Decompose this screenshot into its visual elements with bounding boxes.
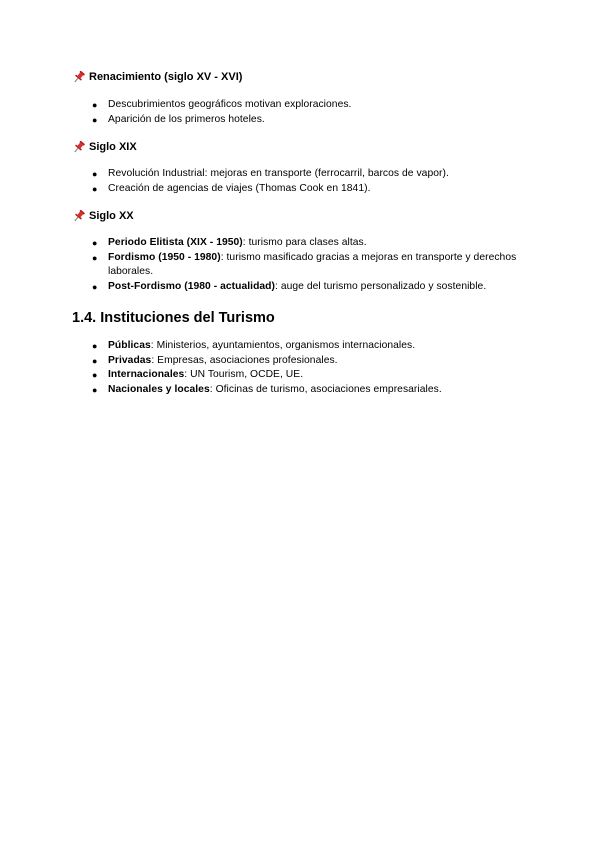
item-label: Periodo Elitista (XIX - 1950) (108, 237, 243, 248)
bullet-list (72, 236, 532, 294)
section-siglo-xix (72, 140, 532, 196)
bullet-icon: ● (92, 169, 98, 179)
item-text: Descubrimientos geográficos motivan exploraciones. (108, 99, 352, 110)
section-title-text: Renacimiento (siglo XV - XVI) (89, 71, 243, 83)
section-title (72, 70, 532, 84)
list-item (72, 339, 532, 354)
item-label: Internacionales (108, 369, 185, 380)
section-title (72, 209, 532, 223)
item-text: : Ministerios, ayuntamientos, organismos internacionales. (150, 340, 416, 351)
section-renacimiento (72, 70, 532, 127)
bullet-icon: ● (92, 355, 98, 366)
item-text: Revolución Industrial: mejoras en transporte (ferrocarril, barcos de vapor). (108, 168, 449, 179)
item-text: : Oficinas de turismo, asociaciones empresariales. (209, 383, 442, 395)
section-instituciones (72, 309, 532, 397)
list-item (72, 167, 532, 182)
item-text: : Empresas, asociaciones profesionales. (151, 354, 338, 366)
item-label: Públicas (108, 340, 151, 351)
bullet-list (72, 339, 532, 397)
list-item (72, 113, 532, 128)
list-item (72, 251, 532, 280)
bullet-icon: ● (92, 100, 98, 110)
bullet-icon: ● (92, 370, 98, 380)
item-label: Nacionales y locales (108, 383, 210, 395)
item-text: : turismo para clases altas. (242, 237, 367, 248)
item-text: Aparición de los primeros hoteles. (108, 113, 265, 125)
section-siglo-xx (72, 209, 532, 294)
bullet-icon: ● (92, 384, 98, 395)
list-item (72, 182, 532, 197)
bullet-icon: ● (92, 281, 98, 292)
list-item (72, 236, 532, 251)
item-text: : turismo masificado gracias a mejoras en transporte y derechos laborales. (108, 251, 517, 277)
list-item (72, 280, 532, 295)
item-text: Creación de agencias de viajes (Thomas Cook en 1841). (108, 182, 371, 194)
bullet-icon: ● (92, 114, 98, 125)
item-label: Post-Fordismo (1980 - actualidad) (108, 280, 276, 292)
bullet-list (72, 98, 532, 127)
pushpin-icon (72, 209, 86, 223)
section-heading: 1.4. Instituciones del Turismo (72, 310, 275, 326)
pushpin-icon (72, 70, 86, 84)
document-page (72, 70, 532, 397)
bullet-icon: ● (92, 341, 98, 351)
item-text: : auge del turismo personalizado y sostenible. (275, 280, 487, 292)
list-item (72, 354, 532, 369)
item-label: Fordismo (1950 - 1980) (108, 251, 221, 263)
section-title-text: Siglo XIX (89, 141, 137, 153)
item-label: Privadas (108, 354, 152, 366)
bullet-list (72, 167, 532, 196)
list-item (72, 98, 532, 113)
list-item (72, 368, 532, 383)
bullet-icon: ● (92, 183, 98, 194)
bullet-icon: ● (92, 252, 98, 263)
section-title (72, 140, 532, 154)
list-item (72, 383, 532, 398)
bullet-icon: ● (92, 238, 98, 248)
item-text: : UN Tourism, OCDE, UE. (184, 369, 304, 380)
pushpin-icon (72, 140, 86, 154)
section-title-text: Siglo XX (89, 210, 134, 222)
